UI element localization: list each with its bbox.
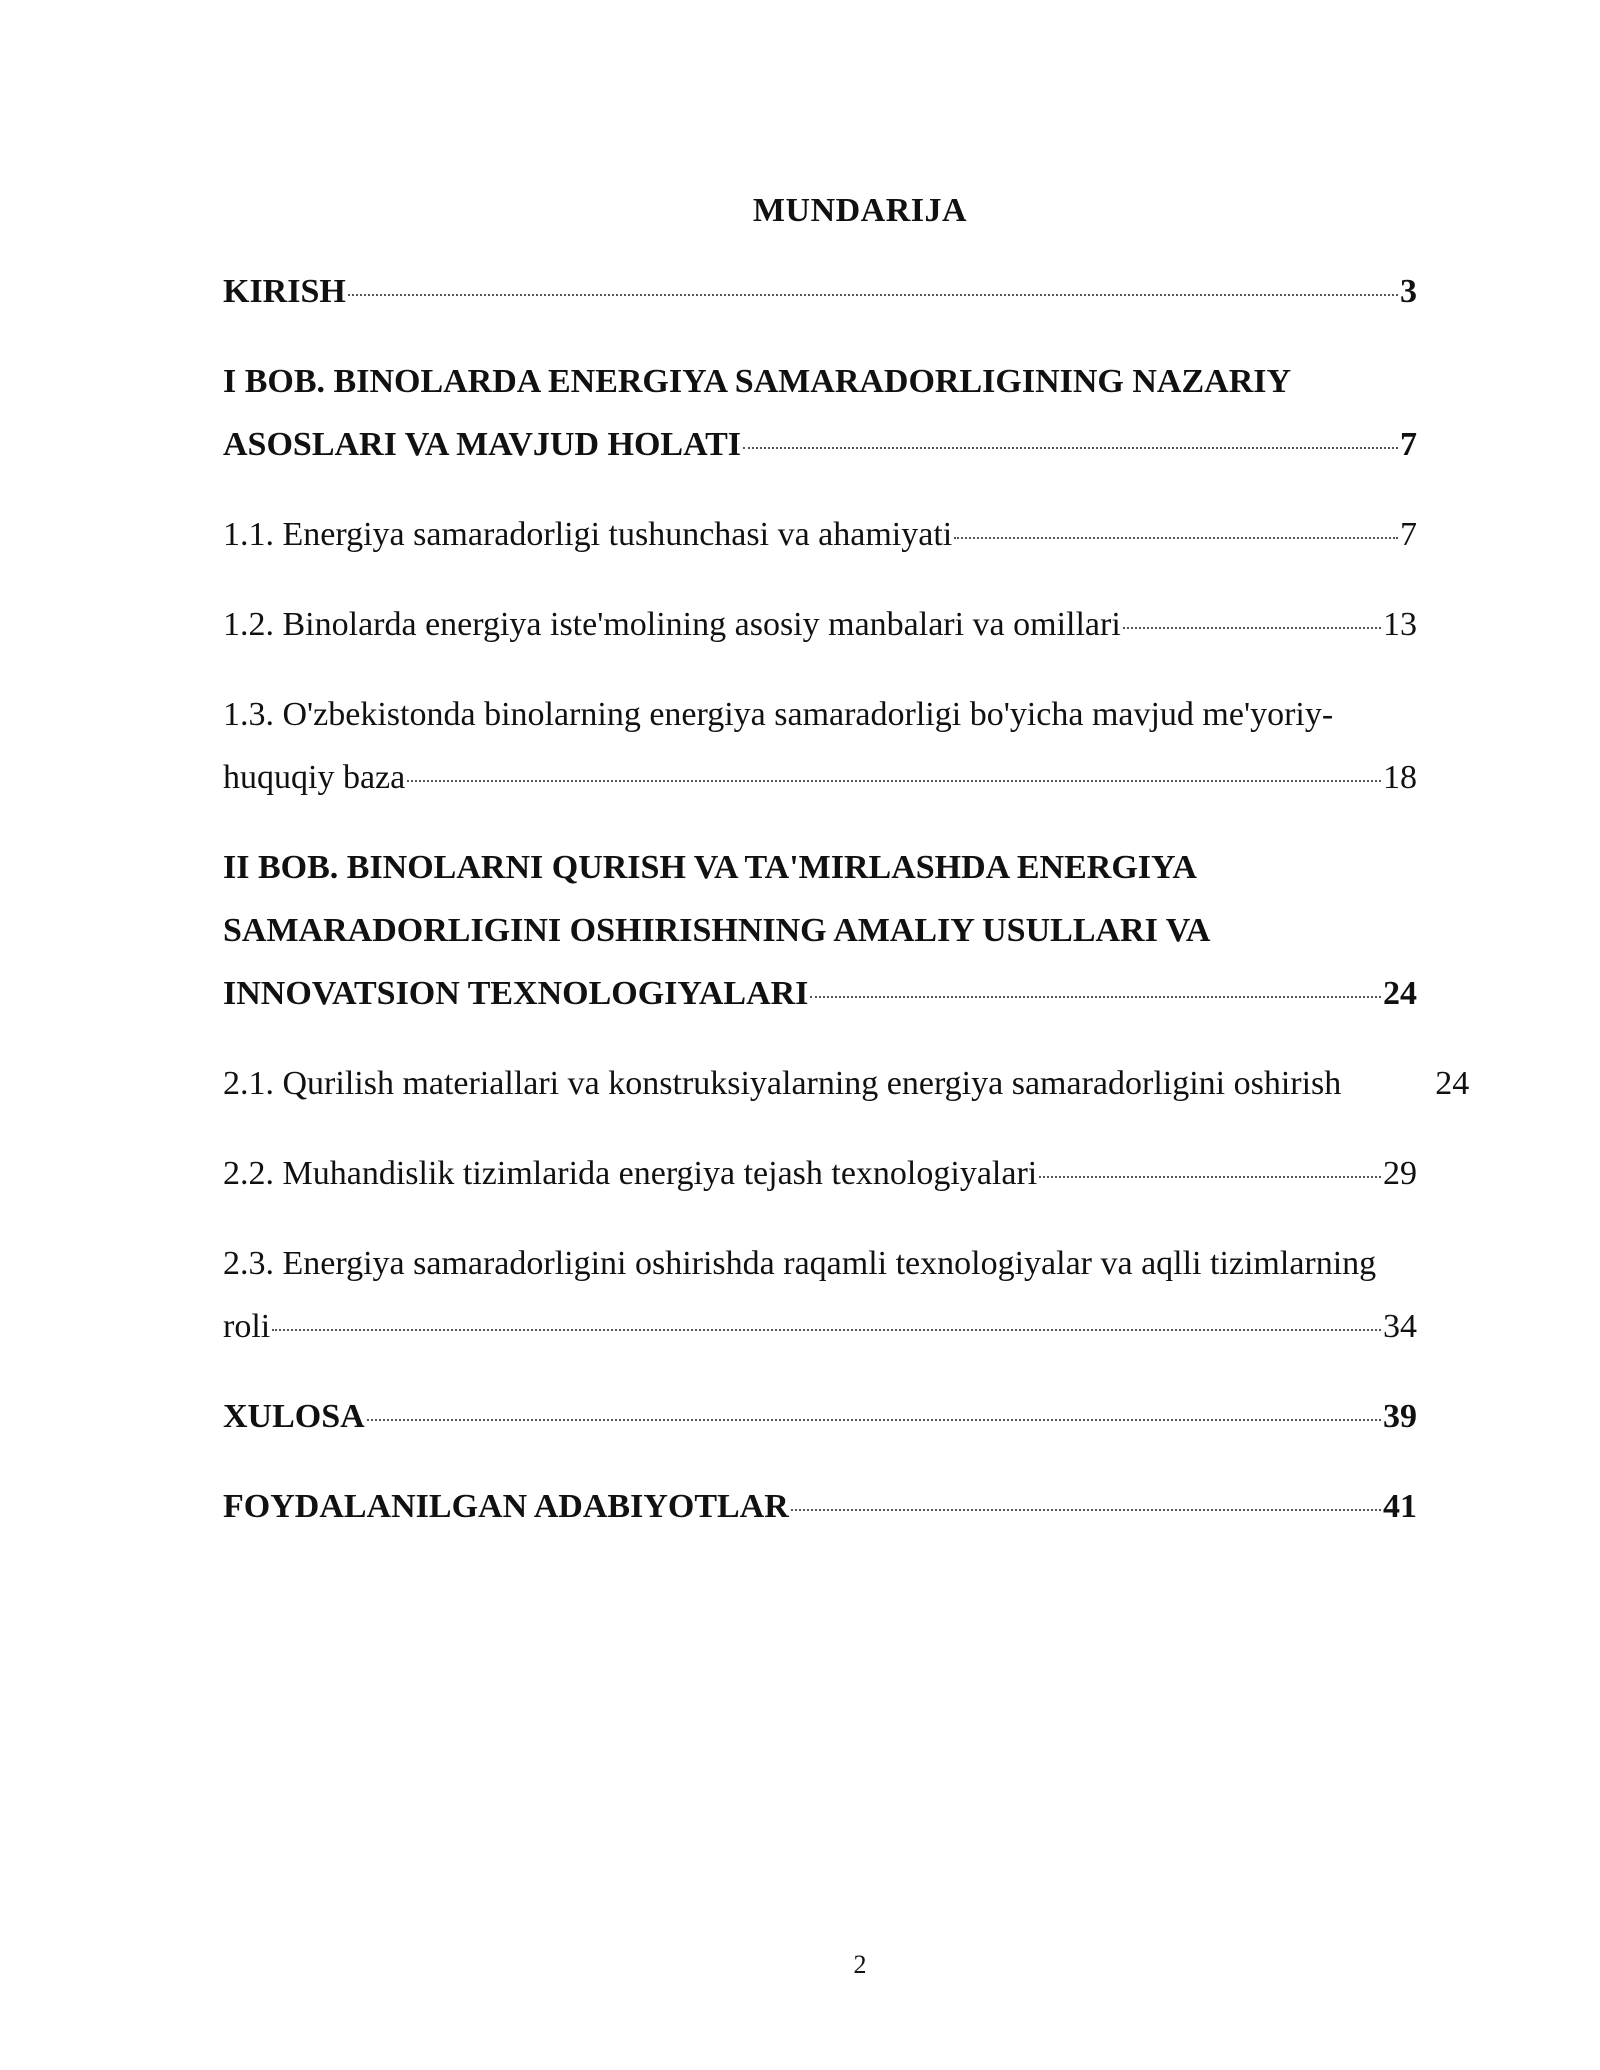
- toc-entry-line: 2.3. Energiya samaradorligini oshirishda raqamli texnologiyalar va aqlli tizimlarning: [223, 1245, 1377, 1282]
- dot-leader: [367, 1419, 1381, 1421]
- toc-entry-final-line: [223, 1052, 1470, 1115]
- toc-entry-final-line: [223, 1475, 1417, 1538]
- table-of-contents: [223, 260, 1470, 1565]
- toc-entry-label: ASOSLARI VA MAVJUD HOLATI: [223, 426, 742, 463]
- toc-entry: [223, 1475, 1417, 1538]
- dot-leader: [810, 996, 1381, 998]
- toc-entry-line: I BOB. BINOLARDA ENERGIYA SAMARADORLIGINING NAZARIY: [223, 363, 1292, 400]
- toc-entry-line: II BOB. BINOLARNI QURISH VA TA'MIRLASHDA ENERGIYA: [223, 849, 1197, 886]
- toc-entry-label: 1.1. Energiya samaradorligi tushunchasi va ahamiyati: [223, 516, 953, 553]
- toc-entry-final-line: [223, 260, 1417, 323]
- toc-entry-line: 1.3. O'zbekistonda binolarning energiya samaradorligi bo'yicha mavjud me'yoriy-: [223, 696, 1334, 733]
- toc-entry-label: roli: [223, 1308, 271, 1345]
- toc-page-number: 24: [1435, 1065, 1470, 1102]
- toc-entry: [223, 593, 1417, 656]
- toc-entry-final-line: [223, 1142, 1417, 1205]
- toc-page-number: 34: [1383, 1308, 1417, 1345]
- toc-entry: [223, 1052, 1470, 1115]
- dot-leader: [791, 1509, 1381, 1511]
- dot-leader: [272, 1329, 1381, 1331]
- toc-entry-label: 1.2. Binolarda energiya iste'molining asosiy manbalari va omillari: [223, 606, 1121, 643]
- dot-leader: [348, 294, 1398, 296]
- toc-page-number: 24: [1383, 975, 1417, 1012]
- toc-page-number: 7: [1400, 426, 1417, 463]
- toc-entry-label: huquqiy baza: [223, 759, 406, 796]
- dot-leader: [954, 537, 1398, 539]
- toc-entry: [223, 260, 1417, 323]
- toc-entry-final-line: [223, 593, 1417, 656]
- toc-entry-label: 2.1. Qurilish materiallari va konstruksiyalarning energiya samaradorligini oshirish: [223, 1065, 1342, 1102]
- toc-entry-label: INNOVATSION TEXNOLOGIYALARI: [223, 975, 809, 1012]
- toc-page-number: 41: [1383, 1488, 1417, 1525]
- toc-entry-final-line: [223, 503, 1417, 566]
- toc-entry-line: SAMARADORLIGINI OSHIRISHNING AMALIY USULLARI VA: [223, 912, 1211, 949]
- toc-entry: [223, 503, 1417, 566]
- toc-entry: [223, 1232, 1417, 1358]
- toc-entry: [223, 350, 1417, 476]
- dot-leader: [743, 447, 1398, 449]
- toc-entry: [223, 1385, 1417, 1448]
- toc-entry-final-line: [223, 746, 1417, 809]
- toc-entry-label: FOYDALANILGAN ADABIYOTLAR: [223, 1488, 789, 1525]
- toc-page-number: 18: [1383, 759, 1417, 796]
- dot-leader: [407, 780, 1381, 782]
- toc-entry-label: 2.2. Muhandislik tizimlarida energiya tejash texnologiyalari: [223, 1155, 1038, 1192]
- toc-page-number: 3: [1400, 273, 1417, 310]
- toc-entry-final-line: [223, 1385, 1417, 1448]
- toc-entry: [223, 836, 1417, 1025]
- toc-page-number: 29: [1383, 1155, 1417, 1192]
- toc-page-number: 7: [1400, 516, 1417, 553]
- toc-entry: [223, 683, 1417, 809]
- toc-page-number: 13: [1383, 606, 1417, 643]
- dot-leader: [1123, 627, 1381, 629]
- dot-leader: [1039, 1176, 1381, 1178]
- page-title: MUNDARIJA: [752, 192, 968, 229]
- toc-entry-final-line: [223, 962, 1417, 1025]
- toc-entry-final-line: [223, 1295, 1417, 1358]
- toc-entry-label: XULOSA: [223, 1398, 365, 1435]
- toc-entry-final-line: [223, 413, 1417, 476]
- toc-entry-label: KIRISH: [223, 273, 346, 310]
- toc-entry: [223, 1142, 1417, 1205]
- page-number: 2: [853, 1950, 867, 1979]
- toc-page-number: 39: [1383, 1398, 1417, 1435]
